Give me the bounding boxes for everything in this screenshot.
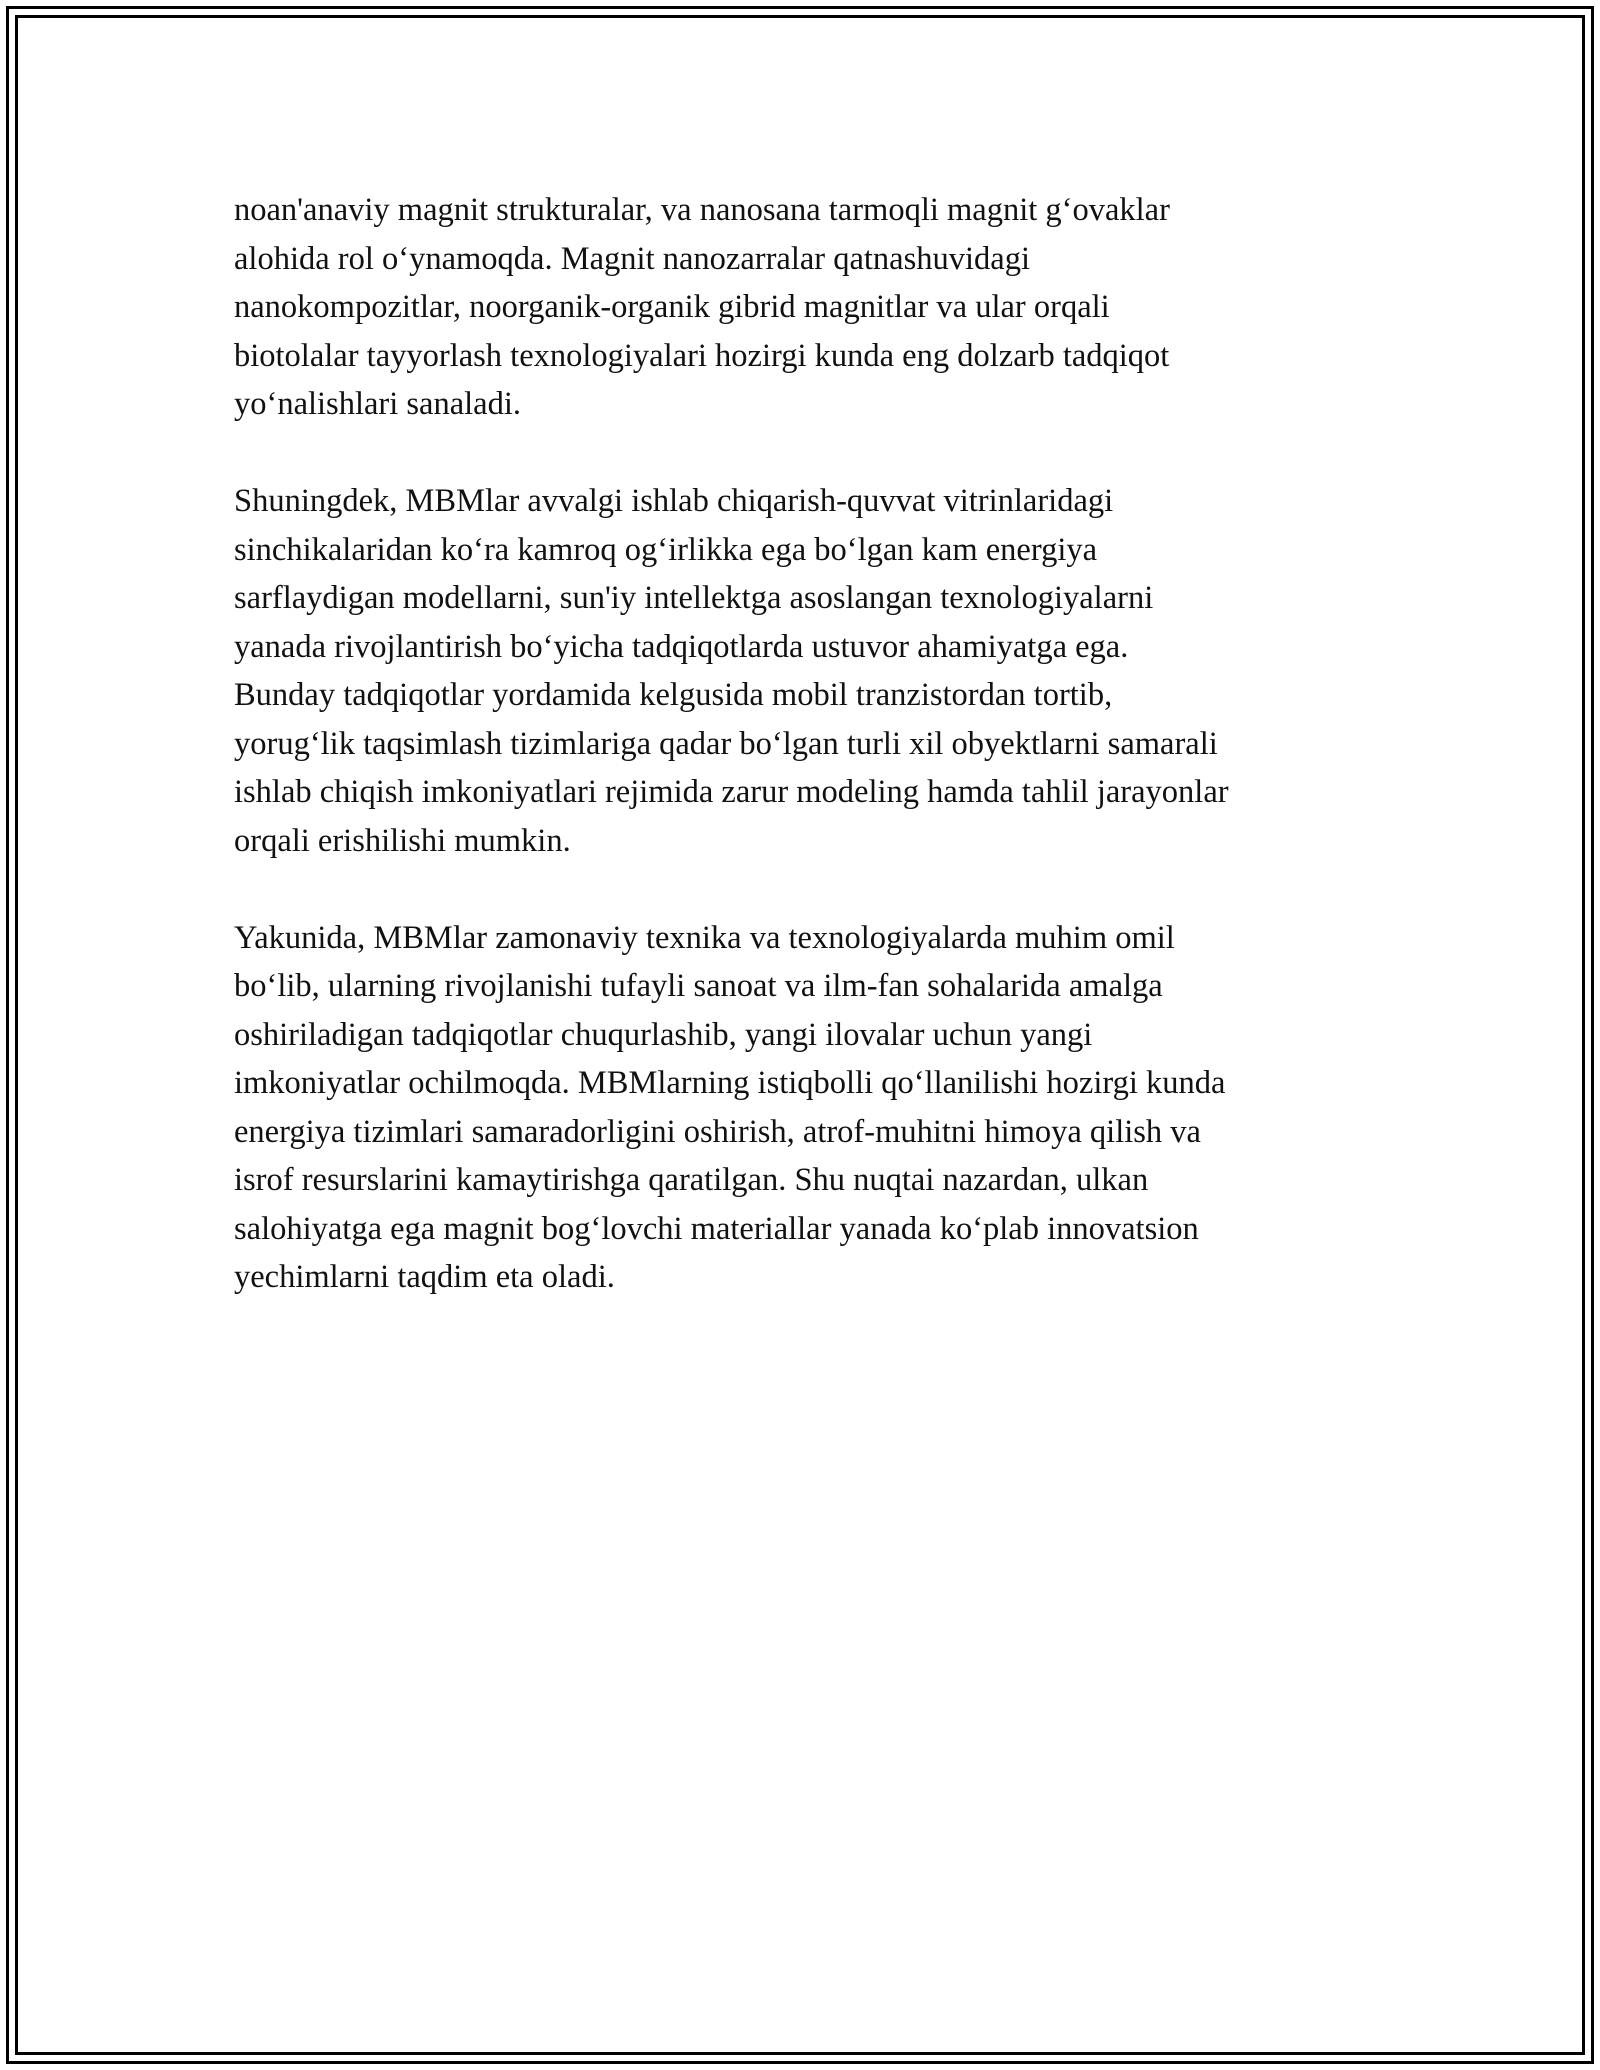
text-line: orqali erishilishi mumkin. [234, 822, 571, 859]
text-line: biotolalar tayyorlash texnologiyalari hozirgi kunda eng dolzarb tadqiqot [234, 337, 1170, 374]
text-line: imkoniyatlar ochilmoqda. MBMlarning istiqbolli qo‘llanilishi hozirgi kunda [234, 1065, 1226, 1101]
text-line: salohiyatga ega magnit bog‘lovchi materiallar yanada ko‘plab innovatsion [234, 1210, 1199, 1247]
text-line: energiya tizimlari samaradorligini oshirish, atrof-muhitni himoya qilish va [234, 1113, 1201, 1150]
text-line: yorug‘lik taqsimlash tizimlariga qadar bo‘lgan turli xil obyektlarni samarali [234, 725, 1218, 762]
text-line: Yakunida, MBMlar zamonaviy texnika va texnologiyalarda muhim omil [234, 919, 1175, 956]
text-line: yechimlarni taqdim eta oladi. [234, 1259, 615, 1295]
paragraph-1 [234, 186, 1374, 429]
text-line: yanada rivojlantirish bo‘yicha tadqiqotlarda ustuvor ahamiyatga ega. [234, 628, 1129, 665]
text-line: bo‘lib, ularning rivojlanishi tufayli sanoat va ilm-fan sohalarida amalga [234, 968, 1163, 1004]
text-line: sarflaydigan modellarni, sun'iy intellektga asoslangan texnologiyalarni [234, 580, 1154, 616]
text-line: oshiriladigan tadqiqotlar chuqurlashib, yangi ilovalar uchun yangi [234, 1016, 1093, 1053]
text-line: Shuningdek, MBMlar avvalgi ishlab chiqarish-quvvat vitrinlaridagi [234, 483, 1114, 519]
paragraph-3 [234, 914, 1374, 1302]
text-line: yo‘nalishlari sanaladi. [234, 386, 521, 422]
text-line: ishlab chiqish imkoniyatlari rejimida zarur modeling hamda tahlil jarayonlar [234, 774, 1229, 810]
text-line: noan'anaviy magnit strukturalar, va nanosana tarmoqli magnit g‘ovaklar [234, 192, 1170, 228]
text-line: alohida rol o‘ynamoqda. Magnit nanozarralar qatnashuvidagi [234, 240, 1030, 277]
paragraph-2 [234, 477, 1374, 865]
document-body [234, 186, 1374, 1350]
text-line: sinchikalaridan ko‘ra kamroq og‘irlikka ega bo‘lgan kam energiya [234, 531, 1098, 568]
text-line: nanokompozitlar, noorganik-organik gibrid magnitlar va ular orqali [234, 289, 1110, 325]
text-line: Bunday tadqiqotlar yordamida kelgusida mobil tranzistordan tortib, [234, 677, 1113, 713]
text-line: isrof resurslarini kamaytirishga qaratilgan. Shu nuqtai nazardan, ulkan [234, 1162, 1149, 1198]
